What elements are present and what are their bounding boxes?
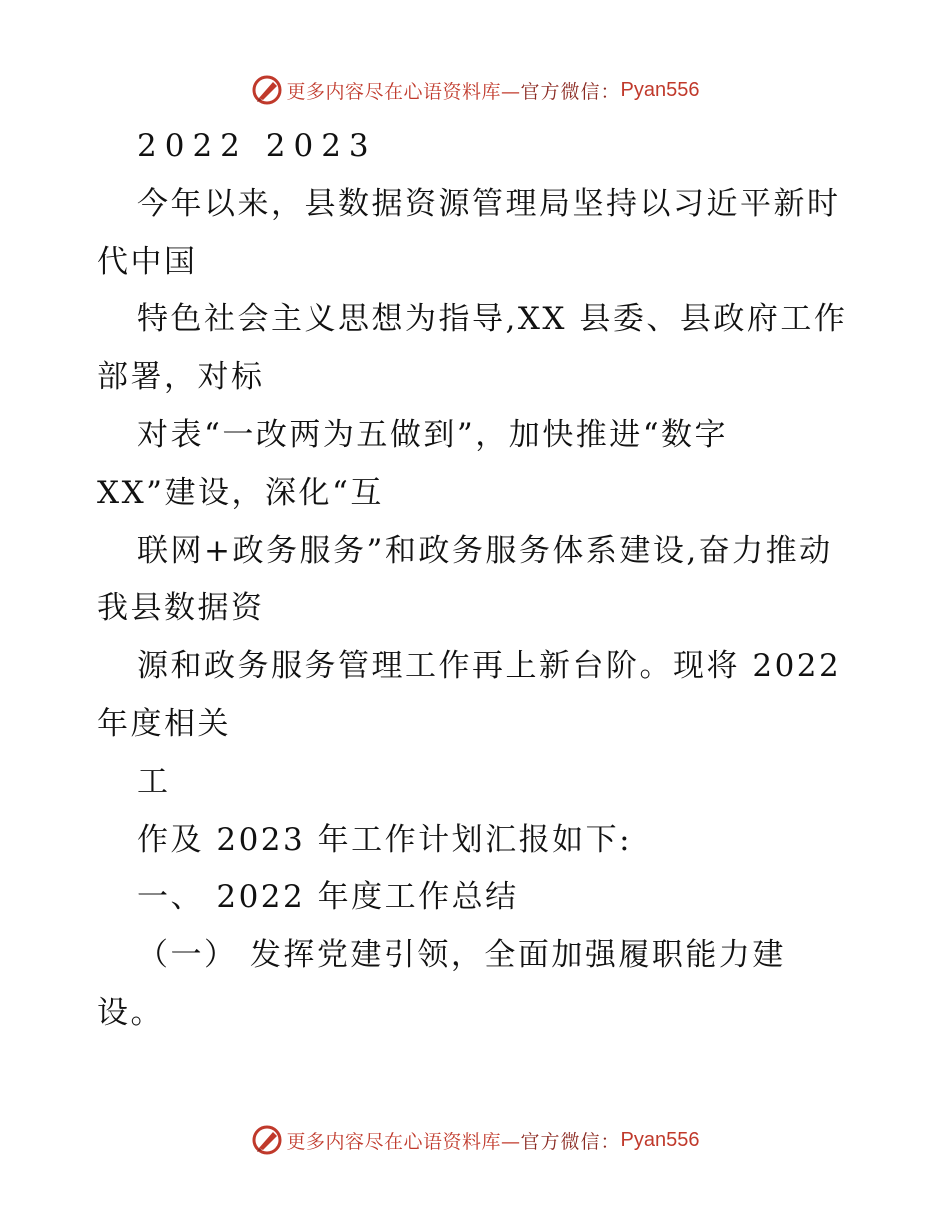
banner-wechat-label: 官方微信： <box>520 80 621 103</box>
pen-circle-logo-icon <box>251 1124 283 1156</box>
doc-line: 作及 2023 年工作计划汇报如下: <box>137 821 633 858</box>
section-heading: 一、 2022 年度工作总结 <box>137 879 519 916</box>
doc-line: 部署，对标 <box>97 359 265 396</box>
doc-line: 联网+政务服务”和政务服务体系建设,奋力推动 <box>137 532 833 569</box>
doc-line: 工 <box>137 763 171 800</box>
subsection-heading: （一） 发挥党建引领，全面加强履职能力建 <box>137 937 786 974</box>
doc-line: 设。 <box>97 994 164 1031</box>
banner-text: 更多内容尽在心语资料库— <box>286 80 521 103</box>
banner-wechat-id: Pyan556 <box>620 78 700 101</box>
doc-line: 对表“一改两为五做到”，加快推进“数字 <box>137 416 729 453</box>
banner-wechat-id: Pyan556 <box>620 1128 700 1151</box>
banner-wechat-label: 官方微信： <box>520 1130 621 1153</box>
doc-line: XX”建设，深化“互 <box>97 474 384 511</box>
banner-text: 更多内容尽在心语资料库— <box>286 1130 521 1153</box>
doc-line: 年度相关 <box>97 705 231 742</box>
doc-line: 我县数据资 <box>97 590 265 627</box>
doc-line: 今年以来，县数据资源管理局坚持以习近平新时 <box>137 185 841 222</box>
doc-line: 2022 2023 <box>137 128 377 164</box>
pen-circle-logo-icon <box>251 74 283 106</box>
document-body <box>97 118 877 1043</box>
doc-line: 特色社会主义思想为指导,XX 县委、县政府工作 <box>137 301 848 338</box>
header-watermark-banner <box>0 70 950 110</box>
doc-line: 代中国 <box>97 243 198 280</box>
footer-watermark-banner <box>0 1120 950 1160</box>
doc-line: 源和政务服务管理工作再上新台阶。现将 2022 <box>137 648 842 685</box>
